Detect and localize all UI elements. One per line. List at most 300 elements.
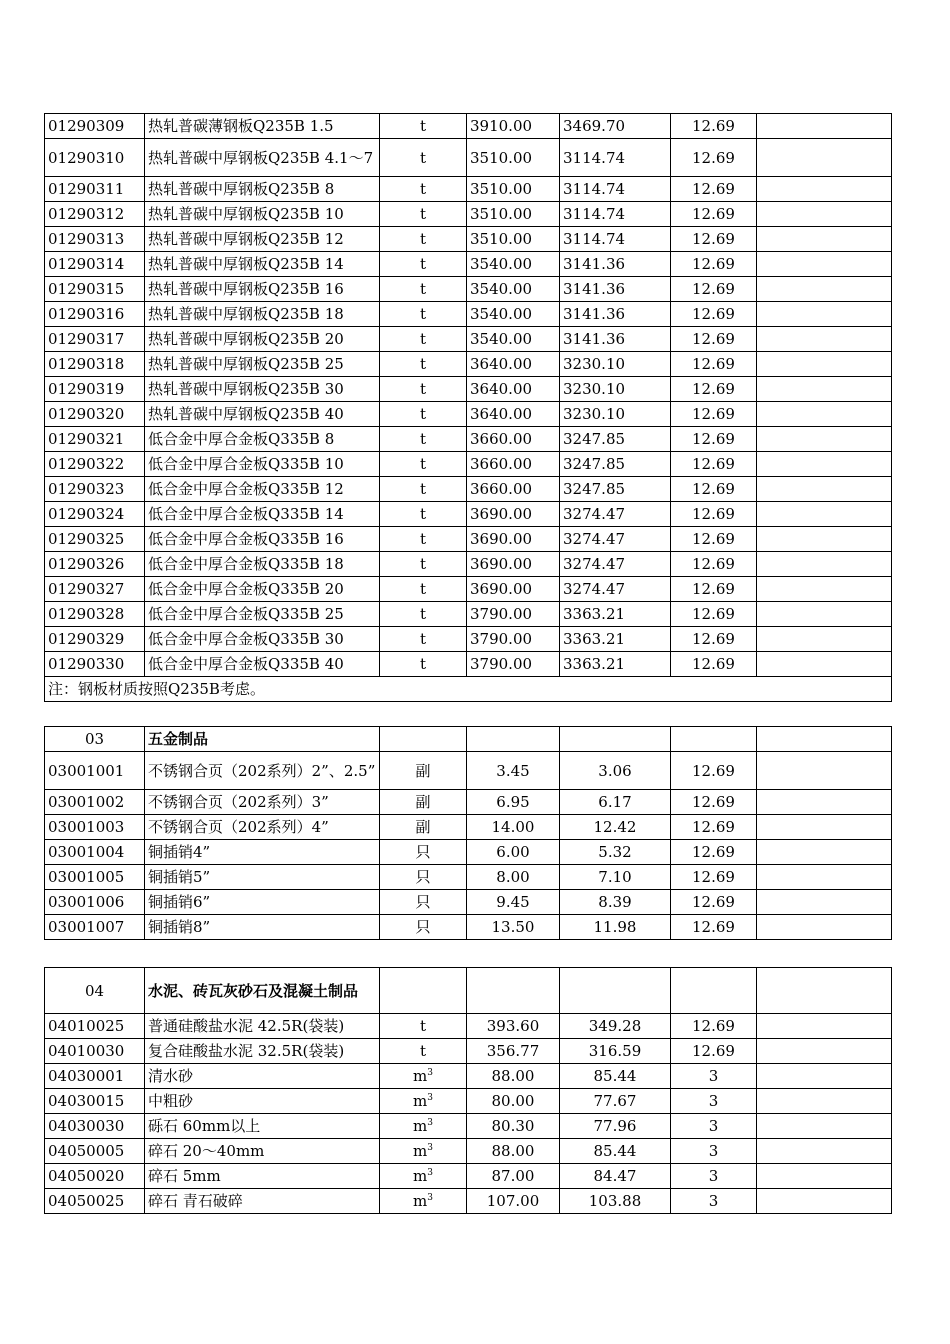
- item-tax-rate: 12.69: [671, 577, 757, 602]
- item-price: 88.00: [467, 1064, 560, 1089]
- item-tax-rate: 12.69: [671, 1014, 757, 1039]
- section-code: 03: [45, 727, 145, 752]
- item-name: 热轧普碳中厚钢板Q235B 10: [145, 202, 380, 227]
- item-code: 04010025: [45, 1014, 145, 1039]
- item-price: 6.95: [467, 790, 560, 815]
- item-code: 04030030: [45, 1114, 145, 1139]
- item-unit: 只: [380, 865, 467, 890]
- item-code: 01290309: [45, 114, 145, 139]
- empty-cell: [380, 727, 467, 752]
- item-price-ex-tax: 3114.74: [560, 139, 671, 177]
- item-name: 热轧普碳中厚钢板Q235B 16: [145, 277, 380, 302]
- empty-cell: [467, 727, 560, 752]
- item-price: 3790.00: [467, 602, 560, 627]
- item-name: 复合硅酸盐水泥 32.5R(袋装): [145, 1039, 380, 1064]
- item-unit: t: [380, 527, 467, 552]
- item-extra: [757, 227, 892, 252]
- item-extra: [757, 815, 892, 840]
- item-code: 01290327: [45, 577, 145, 602]
- item-name: 低合金中厚合金板Q335B 20: [145, 577, 380, 602]
- item-price-ex-tax: 3247.85: [560, 452, 671, 477]
- item-name: 低合金中厚合金板Q335B 40: [145, 652, 380, 677]
- item-extra: [757, 865, 892, 890]
- item-name: 铜插销8”: [145, 915, 380, 940]
- item-extra: [757, 452, 892, 477]
- item-unit: [380, 1089, 467, 1114]
- item-name: 热轧普碳中厚钢板Q235B 4.1～7: [145, 139, 380, 177]
- table-row: [45, 202, 892, 227]
- item-price-ex-tax: 85.44: [560, 1064, 671, 1089]
- item-name: 普通硅酸盐水泥 42.5R(袋装): [145, 1014, 380, 1039]
- item-extra: [757, 1064, 892, 1089]
- item-name: 热轧普碳中厚钢板Q235B 30: [145, 377, 380, 402]
- unit-base: m: [413, 1092, 428, 1110]
- item-name: 碎石 5mm: [145, 1164, 380, 1189]
- table-row: [45, 477, 892, 502]
- item-price: 3640.00: [467, 402, 560, 427]
- table-row: [45, 840, 892, 865]
- unit-superscript: 3: [427, 1118, 433, 1128]
- item-unit: t: [380, 627, 467, 652]
- item-code: 04050005: [45, 1139, 145, 1164]
- item-price-ex-tax: 3274.47: [560, 577, 671, 602]
- item-price: 393.60: [467, 1014, 560, 1039]
- item-code: 01290328: [45, 602, 145, 627]
- item-unit: 只: [380, 840, 467, 865]
- item-price: 3.45: [467, 752, 560, 790]
- table-row: [45, 552, 892, 577]
- table-row: [45, 1014, 892, 1039]
- item-code: 01290312: [45, 202, 145, 227]
- item-extra: [757, 114, 892, 139]
- item-tax-rate: 12.69: [671, 252, 757, 277]
- item-price-ex-tax: 3230.10: [560, 377, 671, 402]
- empty-cell: [560, 968, 671, 1014]
- table-row: [45, 277, 892, 302]
- item-extra: [757, 139, 892, 177]
- item-tax-rate: 12.69: [671, 427, 757, 452]
- unit-base: m: [413, 1192, 428, 1210]
- item-tax-rate: 12.69: [671, 502, 757, 527]
- item-code: 04030001: [45, 1064, 145, 1089]
- item-code: 01290321: [45, 427, 145, 452]
- item-unit: t: [380, 277, 467, 302]
- item-unit: [380, 1164, 467, 1189]
- steel-note: 注：钢板材质按照Q235B考虑。: [45, 677, 892, 702]
- item-extra: [757, 752, 892, 790]
- item-unit: t: [380, 477, 467, 502]
- hardware-table: [44, 726, 892, 940]
- item-price: 3510.00: [467, 202, 560, 227]
- item-extra: [757, 1089, 892, 1114]
- empty-cell: [380, 968, 467, 1014]
- item-price-ex-tax: 316.59: [560, 1039, 671, 1064]
- table-row: [45, 815, 892, 840]
- item-name: 铜插销5”: [145, 865, 380, 890]
- item-extra: [757, 1189, 892, 1214]
- table-row: [45, 1164, 892, 1189]
- empty-cell: [757, 968, 892, 1014]
- item-code: 01290324: [45, 502, 145, 527]
- unit-superscript: 3: [427, 1143, 433, 1153]
- unit-superscript: 3: [427, 1093, 433, 1103]
- item-tax-rate: 12.69: [671, 177, 757, 202]
- item-unit: 副: [380, 790, 467, 815]
- item-price: 3660.00: [467, 427, 560, 452]
- item-unit: t: [380, 452, 467, 477]
- item-unit: t: [380, 327, 467, 352]
- item-price-ex-tax: 77.67: [560, 1089, 671, 1114]
- item-tax-rate: 12.69: [671, 840, 757, 865]
- item-name: 不锈钢合页（202系列）3”: [145, 790, 380, 815]
- section-title: 五金制品: [145, 727, 380, 752]
- section-header-row: [45, 968, 892, 1014]
- item-price: 87.00: [467, 1164, 560, 1189]
- table-row: [45, 865, 892, 890]
- item-tax-rate: 12.69: [671, 277, 757, 302]
- table-row: [45, 139, 892, 177]
- item-price-ex-tax: 3141.36: [560, 327, 671, 352]
- item-tax-rate: 12.69: [671, 327, 757, 352]
- item-extra: [757, 552, 892, 577]
- item-extra: [757, 1039, 892, 1064]
- item-extra: [757, 352, 892, 377]
- item-code: 01290330: [45, 652, 145, 677]
- item-extra: [757, 277, 892, 302]
- item-unit: 只: [380, 890, 467, 915]
- item-name: 低合金中厚合金板Q335B 14: [145, 502, 380, 527]
- item-code: 01290325: [45, 527, 145, 552]
- empty-cell: [757, 727, 892, 752]
- item-unit: t: [380, 227, 467, 252]
- item-price-ex-tax: 3363.21: [560, 627, 671, 652]
- item-extra: [757, 527, 892, 552]
- item-price: 3690.00: [467, 502, 560, 527]
- unit-superscript: 3: [427, 1068, 433, 1078]
- steel-table: [44, 113, 892, 702]
- item-extra: [757, 840, 892, 865]
- item-price-ex-tax: 103.88: [560, 1189, 671, 1214]
- table-row: [45, 302, 892, 327]
- item-code: 04050025: [45, 1189, 145, 1214]
- item-code: 01290314: [45, 252, 145, 277]
- item-name: 热轧普碳中厚钢板Q235B 25: [145, 352, 380, 377]
- item-tax-rate: 12.69: [671, 139, 757, 177]
- table-row: [45, 602, 892, 627]
- item-price: 3640.00: [467, 377, 560, 402]
- item-extra: [757, 652, 892, 677]
- item-price-ex-tax: 3141.36: [560, 302, 671, 327]
- unit-base: m: [413, 1167, 428, 1185]
- item-tax-rate: 12.69: [671, 652, 757, 677]
- item-tax-rate: 12.69: [671, 815, 757, 840]
- item-price: 3510.00: [467, 139, 560, 177]
- item-unit: t: [380, 502, 467, 527]
- item-name: 热轧普碳中厚钢板Q235B 18: [145, 302, 380, 327]
- item-price-ex-tax: 3247.85: [560, 477, 671, 502]
- item-unit: 只: [380, 915, 467, 940]
- item-code: 03001004: [45, 840, 145, 865]
- item-unit: t: [380, 402, 467, 427]
- item-name: 碎石 20～40mm: [145, 1139, 380, 1164]
- item-tax-rate: 12.69: [671, 402, 757, 427]
- item-price: 3690.00: [467, 577, 560, 602]
- item-price-ex-tax: 3274.47: [560, 502, 671, 527]
- item-price-ex-tax: 3141.36: [560, 277, 671, 302]
- item-name: 低合金中厚合金板Q335B 30: [145, 627, 380, 652]
- item-unit: [380, 1189, 467, 1214]
- table-row: [45, 177, 892, 202]
- item-price: 80.00: [467, 1089, 560, 1114]
- item-code: 03001005: [45, 865, 145, 890]
- item-price-ex-tax: 3114.74: [560, 177, 671, 202]
- item-price: 107.00: [467, 1189, 560, 1214]
- item-code: 01290313: [45, 227, 145, 252]
- empty-cell: [560, 727, 671, 752]
- item-name: 热轧普碳薄钢板Q235B 1.5: [145, 114, 380, 139]
- item-code: 01290319: [45, 377, 145, 402]
- table-row: [45, 790, 892, 815]
- item-extra: [757, 1114, 892, 1139]
- item-extra: [757, 915, 892, 940]
- item-price: 3640.00: [467, 352, 560, 377]
- item-price-ex-tax: 85.44: [560, 1139, 671, 1164]
- item-code: 01290320: [45, 402, 145, 427]
- item-unit: t: [380, 139, 467, 177]
- item-extra: [757, 177, 892, 202]
- item-tax-rate: 12.69: [671, 915, 757, 940]
- section-title: 水泥、砖瓦灰砂石及混凝土制品: [145, 968, 380, 1014]
- table-row: [45, 352, 892, 377]
- item-tax-rate: 12.69: [671, 202, 757, 227]
- item-price: 3540.00: [467, 327, 560, 352]
- item-name: 热轧普碳中厚钢板Q235B 20: [145, 327, 380, 352]
- empty-cell: [671, 968, 757, 1014]
- item-extra: [757, 377, 892, 402]
- item-price: 3510.00: [467, 177, 560, 202]
- item-price: 6.00: [467, 840, 560, 865]
- item-price-ex-tax: 77.96: [560, 1114, 671, 1139]
- item-extra: [757, 302, 892, 327]
- item-code: 01290315: [45, 277, 145, 302]
- item-price-ex-tax: 3363.21: [560, 602, 671, 627]
- item-unit: [380, 1064, 467, 1089]
- item-price-ex-tax: 6.17: [560, 790, 671, 815]
- item-name: 热轧普碳中厚钢板Q235B 8: [145, 177, 380, 202]
- item-tax-rate: 12.69: [671, 790, 757, 815]
- item-price: 3540.00: [467, 252, 560, 277]
- item-name: 碎石 青石破碎: [145, 1189, 380, 1214]
- item-name: 低合金中厚合金板Q335B 16: [145, 527, 380, 552]
- item-unit: t: [380, 1014, 467, 1039]
- item-extra: [757, 577, 892, 602]
- item-extra: [757, 402, 892, 427]
- item-price-ex-tax: 3247.85: [560, 427, 671, 452]
- item-tax-rate: 12.69: [671, 552, 757, 577]
- item-code: 01290323: [45, 477, 145, 502]
- item-price-ex-tax: 12.42: [560, 815, 671, 840]
- item-name: 低合金中厚合金板Q335B 25: [145, 602, 380, 627]
- item-name: 热轧普碳中厚钢板Q235B 12: [145, 227, 380, 252]
- table-row: [45, 252, 892, 277]
- item-code: 03001006: [45, 890, 145, 915]
- item-extra: [757, 477, 892, 502]
- item-tax-rate: 12.69: [671, 527, 757, 552]
- item-tax-rate: 12.69: [671, 1039, 757, 1064]
- item-tax-rate: 12.69: [671, 114, 757, 139]
- item-code: 01290318: [45, 352, 145, 377]
- table-row: [45, 402, 892, 427]
- item-unit: t: [380, 1039, 467, 1064]
- item-price-ex-tax: 3274.47: [560, 527, 671, 552]
- empty-cell: [671, 727, 757, 752]
- item-code: 04010030: [45, 1039, 145, 1064]
- item-extra: [757, 252, 892, 277]
- item-name: 热轧普碳中厚钢板Q235B 14: [145, 252, 380, 277]
- item-price-ex-tax: 5.32: [560, 840, 671, 865]
- item-unit: [380, 1139, 467, 1164]
- table-row: [45, 527, 892, 552]
- item-code: 01290311: [45, 177, 145, 202]
- item-tax-rate: 3: [671, 1089, 757, 1114]
- item-code: 01290326: [45, 552, 145, 577]
- item-name: 低合金中厚合金板Q335B 12: [145, 477, 380, 502]
- item-price: 14.00: [467, 815, 560, 840]
- item-code: 01290310: [45, 139, 145, 177]
- item-price: 3540.00: [467, 302, 560, 327]
- item-price: 8.00: [467, 865, 560, 890]
- item-price: 3790.00: [467, 627, 560, 652]
- item-tax-rate: 3: [671, 1139, 757, 1164]
- item-extra: [757, 1139, 892, 1164]
- item-price-ex-tax: 3114.74: [560, 202, 671, 227]
- item-price: 3540.00: [467, 277, 560, 302]
- item-name: 铜插销6”: [145, 890, 380, 915]
- table-row: [45, 627, 892, 652]
- item-price-ex-tax: 3274.47: [560, 552, 671, 577]
- table-row: [45, 1039, 892, 1064]
- table-row: [45, 1089, 892, 1114]
- item-price: 9.45: [467, 890, 560, 915]
- item-extra: [757, 502, 892, 527]
- item-extra: [757, 427, 892, 452]
- item-tax-rate: 12.69: [671, 477, 757, 502]
- item-unit: 副: [380, 815, 467, 840]
- item-unit: t: [380, 377, 467, 402]
- item-unit: t: [380, 352, 467, 377]
- item-price: 88.00: [467, 1139, 560, 1164]
- item-tax-rate: 12.69: [671, 865, 757, 890]
- item-tax-rate: 12.69: [671, 627, 757, 652]
- item-name: 砾石 60mm以上: [145, 1114, 380, 1139]
- item-price-ex-tax: 3230.10: [560, 402, 671, 427]
- item-unit: t: [380, 552, 467, 577]
- cement-table: [44, 967, 892, 1214]
- item-tax-rate: 12.69: [671, 890, 757, 915]
- item-tax-rate: 12.69: [671, 752, 757, 790]
- item-price-ex-tax: 7.10: [560, 865, 671, 890]
- item-name: 不锈钢合页（202系列）2”、2.5”: [145, 752, 380, 790]
- item-tax-rate: 12.69: [671, 452, 757, 477]
- item-price-ex-tax: 3.06: [560, 752, 671, 790]
- item-unit: t: [380, 114, 467, 139]
- section-header-row: [45, 727, 892, 752]
- item-extra: [757, 890, 892, 915]
- item-extra: [757, 790, 892, 815]
- unit-superscript: 3: [427, 1168, 433, 1178]
- unit-base: m: [413, 1067, 428, 1085]
- table-row: [45, 577, 892, 602]
- table-row: [45, 752, 892, 790]
- item-name: 低合金中厚合金板Q335B 8: [145, 427, 380, 452]
- item-tax-rate: 3: [671, 1164, 757, 1189]
- item-unit: t: [380, 252, 467, 277]
- item-tax-rate: 12.69: [671, 227, 757, 252]
- table-row: [45, 227, 892, 252]
- item-price: 3510.00: [467, 227, 560, 252]
- item-price: 3690.00: [467, 527, 560, 552]
- item-tax-rate: 12.69: [671, 377, 757, 402]
- item-tax-rate: 3: [671, 1189, 757, 1214]
- item-name: 不锈钢合页（202系列）4”: [145, 815, 380, 840]
- item-price-ex-tax: 11.98: [560, 915, 671, 940]
- table-row: [45, 377, 892, 402]
- item-extra: [757, 627, 892, 652]
- item-extra: [757, 202, 892, 227]
- note-row: [45, 677, 892, 702]
- table-row: [45, 114, 892, 139]
- item-price: 3660.00: [467, 452, 560, 477]
- table-row: [45, 1064, 892, 1089]
- table-row: [45, 890, 892, 915]
- item-unit: t: [380, 602, 467, 627]
- empty-cell: [467, 968, 560, 1014]
- table-row: [45, 502, 892, 527]
- item-extra: [757, 1164, 892, 1189]
- unit-base: m: [413, 1142, 428, 1160]
- item-name: 低合金中厚合金板Q335B 10: [145, 452, 380, 477]
- item-price: 3690.00: [467, 552, 560, 577]
- table-row: [45, 652, 892, 677]
- item-code: 03001003: [45, 815, 145, 840]
- item-name: 低合金中厚合金板Q335B 18: [145, 552, 380, 577]
- item-tax-rate: 3: [671, 1064, 757, 1089]
- item-tax-rate: 12.69: [671, 302, 757, 327]
- item-code: 01290316: [45, 302, 145, 327]
- item-code: 04030015: [45, 1089, 145, 1114]
- item-unit: 副: [380, 752, 467, 790]
- item-extra: [757, 602, 892, 627]
- item-name: 中粗砂: [145, 1089, 380, 1114]
- item-price: 80.30: [467, 1114, 560, 1139]
- unit-base: m: [413, 1117, 428, 1135]
- item-unit: t: [380, 177, 467, 202]
- item-extra: [757, 327, 892, 352]
- table-row: [45, 1189, 892, 1214]
- item-name: 铜插销4”: [145, 840, 380, 865]
- item-price-ex-tax: 8.39: [560, 890, 671, 915]
- table-row: [45, 452, 892, 477]
- item-price: 3910.00: [467, 114, 560, 139]
- item-price-ex-tax: 349.28: [560, 1014, 671, 1039]
- item-code: 03001007: [45, 915, 145, 940]
- item-price: 13.50: [467, 915, 560, 940]
- item-price-ex-tax: 3230.10: [560, 352, 671, 377]
- item-unit: t: [380, 652, 467, 677]
- item-extra: [757, 1014, 892, 1039]
- table-row: [45, 915, 892, 940]
- section-code: 04: [45, 968, 145, 1014]
